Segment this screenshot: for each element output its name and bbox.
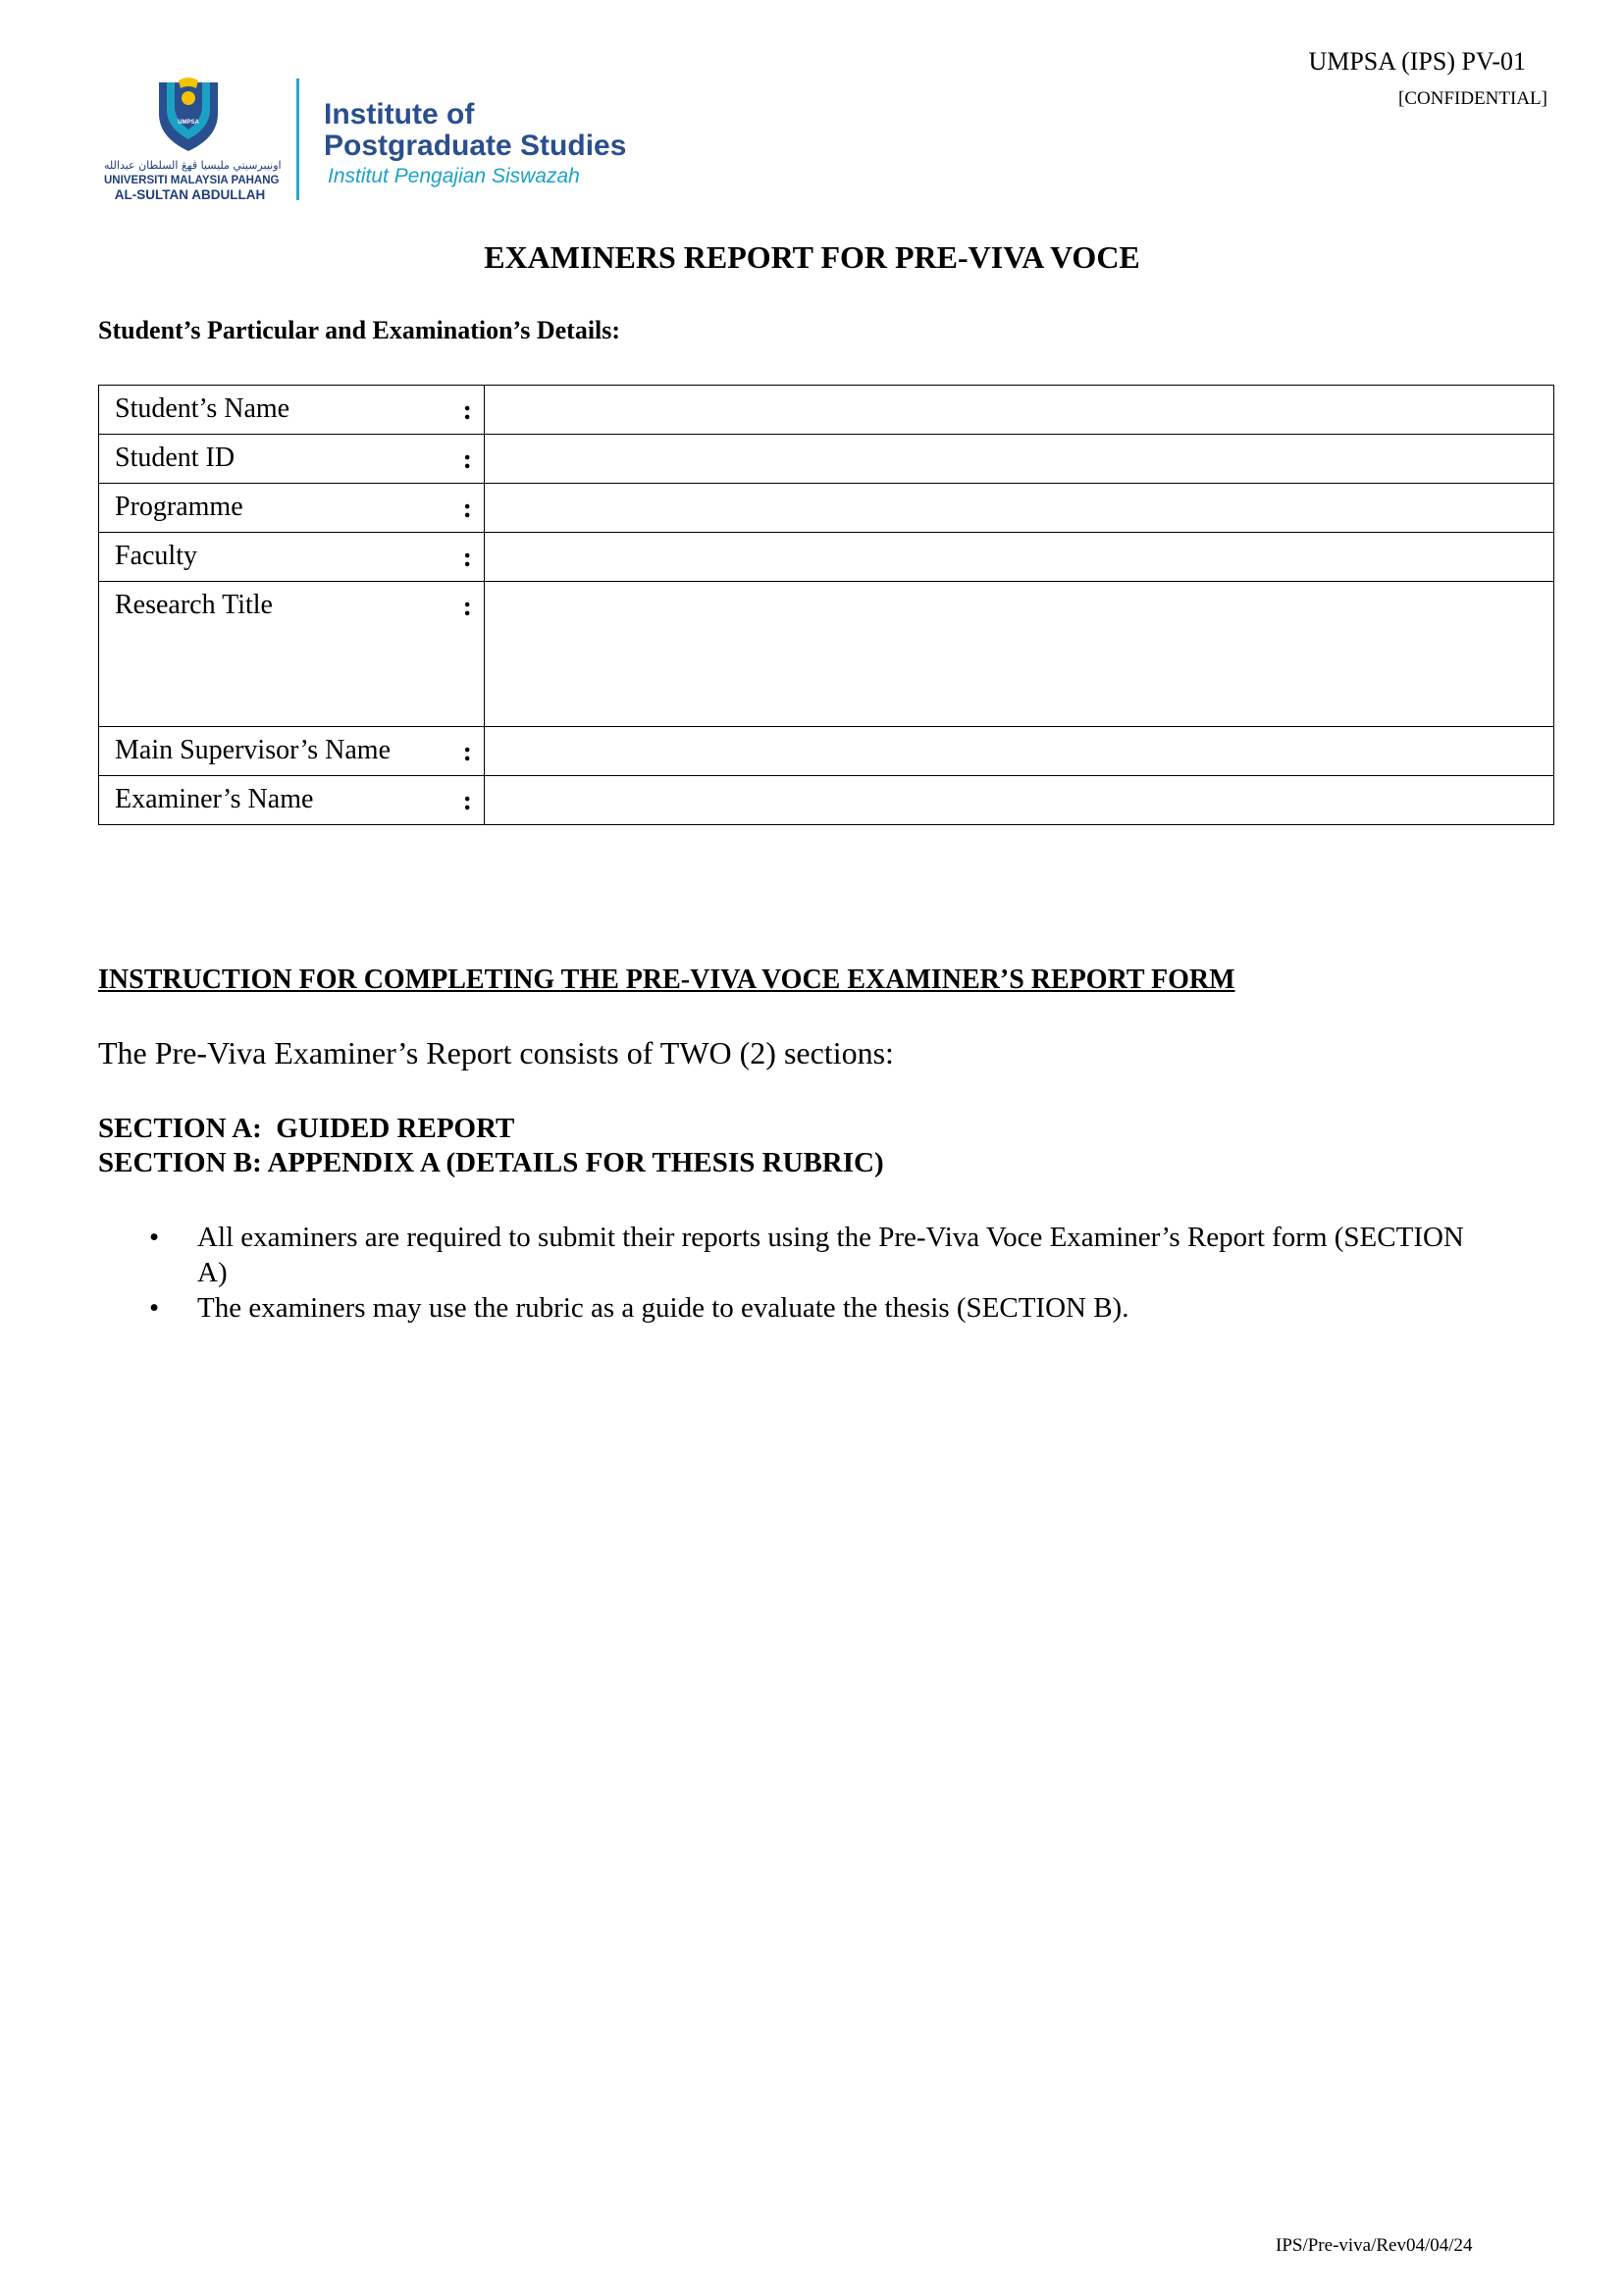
colon: : [462,543,472,573]
table-row [99,435,1554,484]
section-a-title: SECTION A: GUIDED REPORT [98,1113,515,1144]
student-details-table [98,385,1554,825]
colon: : [462,395,472,426]
label-cell [99,582,485,727]
university-name-arabic: اونيبرسيتي مليسيا ڤهڠ السلطان عبدالله [104,159,282,172]
label-cell [99,727,485,776]
revision-code: IPS/Pre-viva/Rev04/04/24 [1276,2235,1473,2256]
institute-name-malay: Institut Pengajian Siswazah [328,165,580,187]
list-item [98,1220,1472,1290]
colon: : [462,592,472,622]
table-row [99,727,1554,776]
instruction-text: The examiners may use the rubric as a guide to evaluate the thesis (SECTION B). [197,1292,1129,1324]
colon: : [462,444,472,475]
programme-field[interactable] [485,484,1554,533]
university-name-line1: UNIVERSITI MALAYSIA PAHANG [104,175,280,186]
instruction-list [98,1220,1472,1326]
faculty-label: Faculty [115,541,197,571]
instruction-intro: The Pre-Viva Examiner’s Report consists of TWO (2) sections: [98,1035,894,1070]
label-cell [99,386,485,435]
bullet-icon: • [149,1292,160,1324]
table-row [99,484,1554,533]
examiner-name-field[interactable] [485,776,1554,825]
label-cell [99,776,485,825]
research-title-label: Research Title [115,590,273,620]
main-supervisor-label: Main Supervisor’s Name [115,735,391,765]
examiner-name-label: Examiner’s Name [115,784,314,814]
institution-logo [102,77,671,204]
instruction-text: All examiners are required to submit their reports using the Pre-Viva Voce Examiner’s Report form (SECTION A) [197,1222,1464,1288]
university-name-line2: AL-SULTAN ABDULLAH [114,187,266,202]
table-row [99,386,1554,435]
page-title: EXAMINERS REPORT FOR PRE-VIVA VOCE [484,239,1140,275]
list-item [98,1290,1472,1326]
details-section-label: Student’s Particular and Examination’s Details: [98,316,621,344]
instruction-heading: INSTRUCTION FOR COMPLETING THE PRE-VIVA VOCE EXAMINER’S REPORT FORM [98,965,1235,995]
classification-label: [CONFIDENTIAL] [1398,88,1547,109]
label-cell [99,484,485,533]
student-name-field[interactable] [485,386,1554,435]
colon: : [462,786,472,816]
label-cell [99,533,485,582]
table-row [99,776,1554,825]
table-row [99,582,1554,727]
document-code: UMPSA (IPS) PV-01 [1308,47,1526,76]
research-title-field[interactable] [485,582,1554,727]
colon: : [462,494,472,524]
student-id-label: Student ID [115,443,236,473]
student-name-label: Student’s Name [115,393,290,424]
table-row [99,533,1554,582]
faculty-field[interactable] [485,533,1554,582]
section-b-title: SECTION B: APPENDIX A (DETAILS FOR THESIS RUBRIC) [98,1147,884,1178]
institute-name-line2: Postgraduate Studies [324,130,627,162]
logo-divider [296,78,299,200]
colon: : [462,737,472,767]
institute-name-line1: Institute of [324,98,475,130]
programme-label: Programme [115,492,243,522]
main-supervisor-field[interactable] [485,727,1554,776]
bullet-icon: • [149,1222,160,1253]
label-cell [99,435,485,484]
emblem-label: UMPSA [178,120,199,126]
student-id-field[interactable] [485,435,1554,484]
